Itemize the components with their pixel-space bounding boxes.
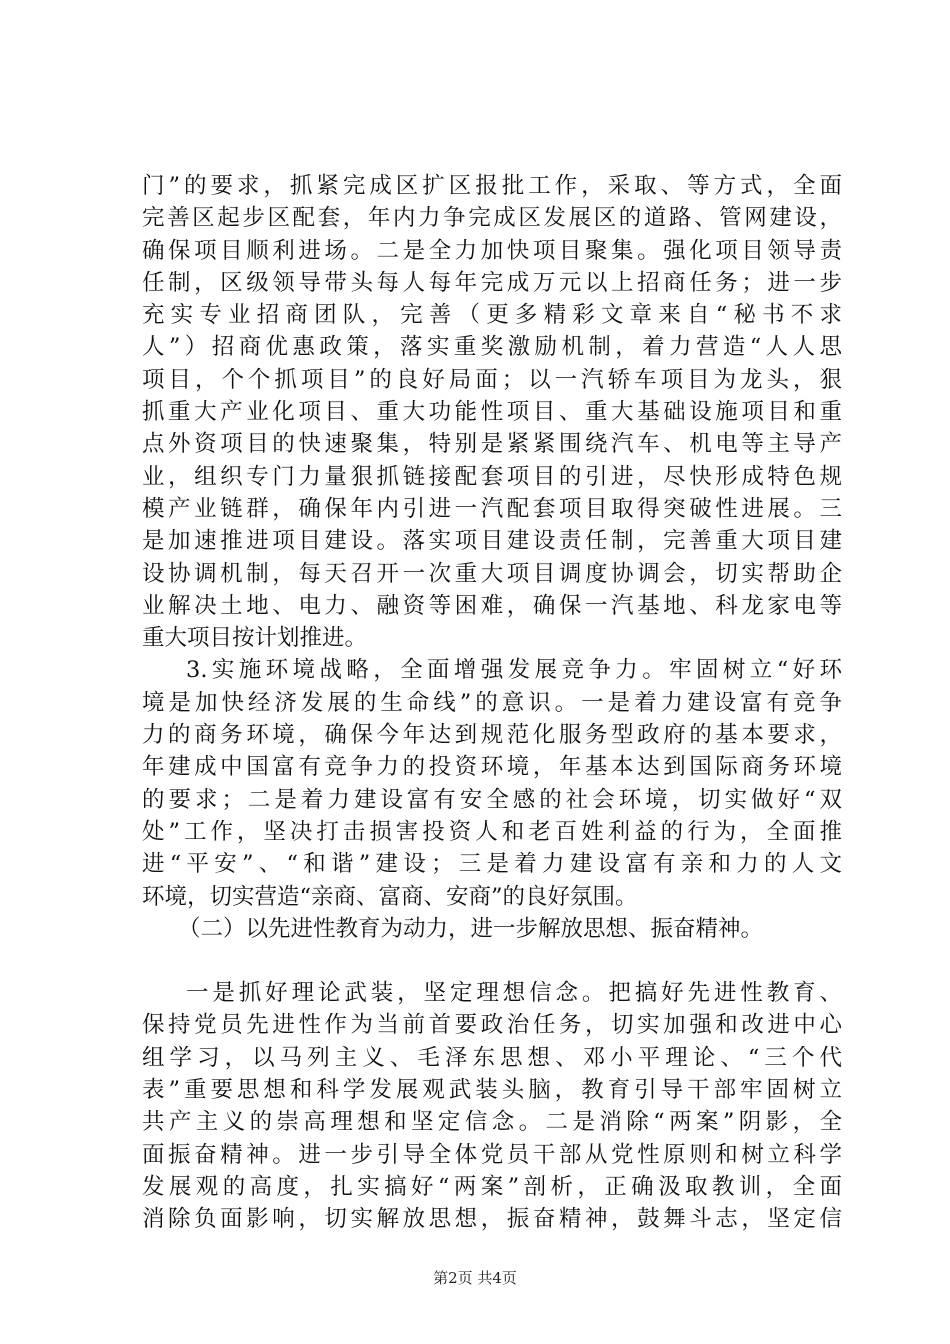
text-line: 的要求；二是着力建设富有安全感的社会环境，切实做好“双 <box>142 786 842 813</box>
text-line: 力的商务环境，确保今年达到规范化服务型政府的基本要求， <box>142 722 842 749</box>
text-line: 年建成中国富有竞争力的投资环境，年基本达到国际商务环境 <box>142 754 842 781</box>
text-line: 进“平安”、“和谐”建设；三是着力建设富有亲和力的人文 <box>142 851 842 878</box>
text-line: 业，组织专门力量狠抓链接配套项目的引进，尽快形成特色规 <box>142 463 842 490</box>
text-line: 发展观的高度，扎实搞好“两案”剖析，正确汲取教训，全面 <box>142 1173 842 1200</box>
text-line: 重大项目按计划推进。 <box>142 625 368 652</box>
text-line: 抓重大产业化项目、重大功能性项目、重大基础设施项目和重 <box>142 399 842 426</box>
text-line: 业解决土地、电力、融资等困难，确保一汽基地、科龙家电等 <box>142 592 842 619</box>
text-line: 面振奋精神。进一步引导全体党员干部从党性原则和树立科学 <box>142 1141 842 1168</box>
text-line: 表”重要思想和科学发展观武装头脑，教育引导干部牢固树立 <box>142 1077 842 1104</box>
paragraph-theory <box>142 977 842 1235</box>
text-line: 模产业链群，确保年内引进一汽配套项目取得突破性进展。三 <box>142 495 842 522</box>
paragraph-gap <box>142 945 842 977</box>
text-line: 是加速推进项目建设。落实项目建设责任制，完善重大项目建 <box>142 528 842 555</box>
text-line: 确保项目顺利进场。二是全力加快项目聚集。强化项目领导责 <box>142 237 842 264</box>
text-line: 门”的要求，抓紧完成区扩区报批工作，采取、等方式，全面 <box>142 173 842 199</box>
section-heading: （二）以先进性教育为动力，进一步解放思想、振奋精神。 <box>178 915 764 942</box>
page-number: 第2页 共4页 <box>433 1269 517 1287</box>
text-line: 组学习，以马列主义、毛泽东思想、邓小平理论、“三个代 <box>142 1044 842 1071</box>
paragraph-continuation <box>142 170 842 654</box>
text-line: 处”工作，坚决打击损害投资人和老百姓利益的行为，全面推 <box>142 818 842 845</box>
text-line: 项目，个个抓项目”的良好局面；以一汽轿车项目为龙头，狠 <box>142 366 842 393</box>
text-line: 设协调机制，每天召开一次重大项目调度协调会，切实帮助企 <box>142 560 842 587</box>
text-line: 共产主义的崇高理想和坚定信念。二是消除“两案”阴影，全 <box>142 1109 842 1136</box>
paragraph-environment-strategy <box>142 654 842 912</box>
text-line: 消除负面影响，切实解放思想，振奋精神，鼓舞斗志，坚定信 <box>142 1206 842 1233</box>
page-footer <box>0 1267 950 1288</box>
text-line: 一是抓好理论武装，坚定理想信念。把搞好先进性教育、 <box>186 980 842 1007</box>
text-line: 3.实施环境战略，全面增强发展竞争力。牢固树立“好环 <box>186 657 842 684</box>
document-body <box>142 170 842 1236</box>
text-line: 人”）招商优惠政策，落实重奖激励机制，着力营造“人人思 <box>142 334 842 361</box>
text-line: 任制，区级领导带头每人每年完成万元以上招商任务；进一步 <box>142 269 842 296</box>
text-line: 点外资项目的快速聚集，特别是紧紧围绕汽车、机电等主导产 <box>142 431 842 458</box>
text-line: 充实专业招商团队，完善（更多精彩文章来自“秘书不求 <box>142 302 842 329</box>
text-line: 环境，切实营造“亲商、富商、安商”的良好氛围。 <box>142 883 638 910</box>
text-line: 保持党员先进性作为当前首要政治任务，切实加强和改进中心 <box>142 1012 842 1039</box>
text-line: 境是加快经济发展的生命线”的意识。一是着力建设富有竞争 <box>142 689 842 716</box>
text-line: 完善区起步区配套，年内力争完成区发展区的道路、管网建设， <box>142 205 842 232</box>
